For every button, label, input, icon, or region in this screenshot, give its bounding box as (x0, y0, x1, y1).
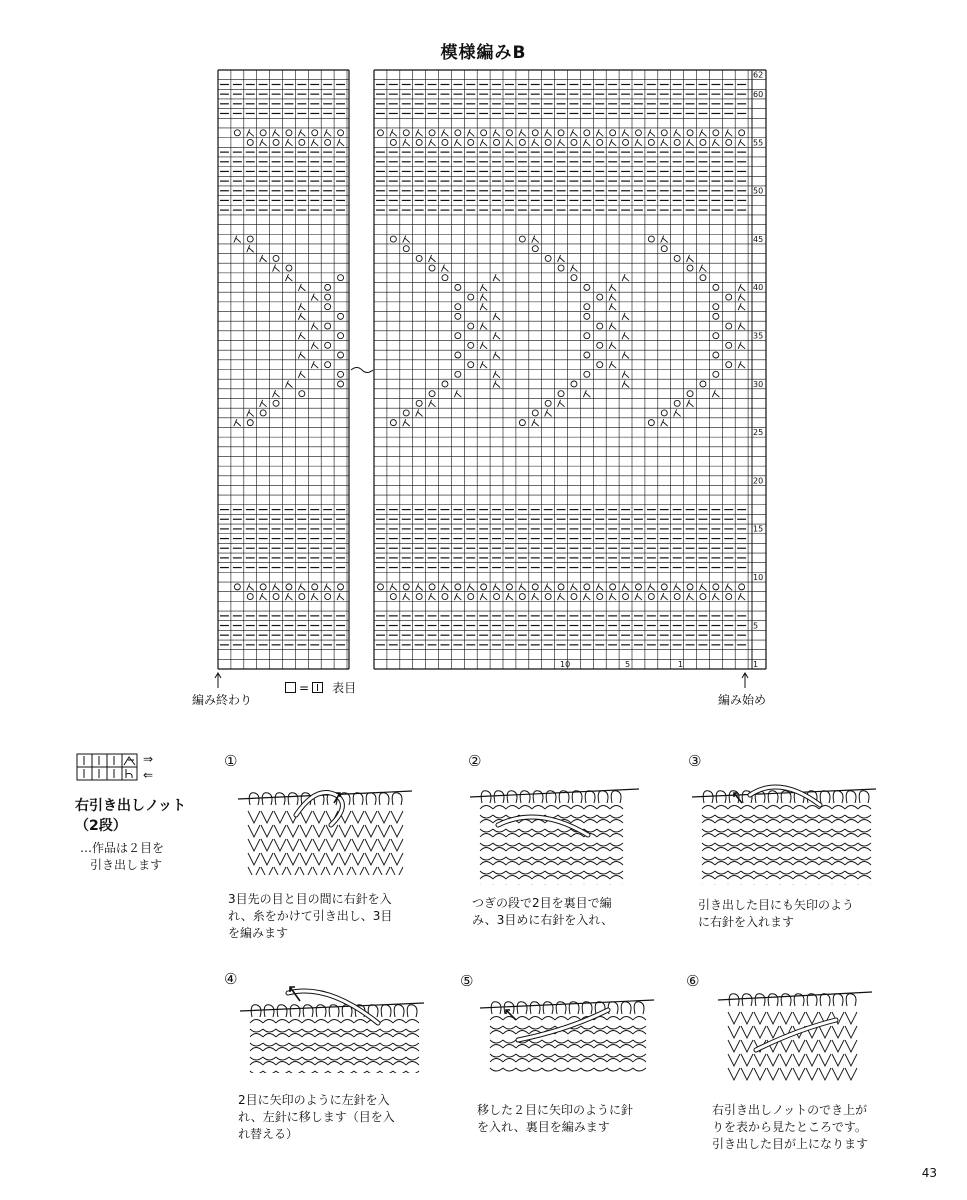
legend (285, 679, 356, 696)
step-4-caption: 2目に矢印のように左針を入 れ、左針に移します（目を入 れ替える） (238, 1093, 395, 1141)
row-number: 30 (753, 379, 764, 389)
blank-cell-icon (285, 682, 296, 693)
gap-tilde (351, 368, 373, 373)
step-3-illustration (690, 775, 880, 885)
column-number: 10 (560, 660, 571, 669)
knot-title: 右引き出しノット （2段） (75, 798, 187, 834)
step-5-illustration (478, 990, 658, 1080)
step-1-illustration (236, 775, 416, 875)
step-3-caption: 引き出した目にも矢印のよう に右針を入れます (698, 898, 855, 929)
step-4-number: ④ (224, 970, 238, 988)
arrow-right-icon: ⇒ (143, 752, 154, 766)
step-2-illustration (468, 775, 643, 885)
row-number: 15 (753, 524, 764, 534)
row-number: 50 (753, 186, 764, 196)
row-number: 5 (753, 621, 759, 631)
row-number: 60 (753, 89, 764, 99)
arrow-left-icon: ⇐ (143, 768, 154, 782)
start-arrow-icon (742, 673, 748, 688)
row-number: 55 (753, 138, 764, 148)
step-5-number: ⑤ (460, 972, 474, 990)
step-1-caption: 3目先の目と目の間に右針を入 れ、糸をかけて引き出し、3目 を編みます (228, 892, 393, 940)
row-number: 62 (753, 70, 764, 80)
knit-stitch-icon (312, 682, 323, 693)
knot-note: …作品は２目を 引き出します (80, 841, 165, 872)
step-2-number: ② (468, 752, 482, 770)
row-number: 45 (753, 234, 764, 244)
step-6-number: ⑥ (686, 972, 700, 990)
end-arrow-icon (215, 673, 221, 688)
step-4-illustration (238, 963, 428, 1073)
step-2-caption: つぎの段で2目を裏目で編 み、3目めに右針を入れ、 (472, 896, 614, 927)
row-number: 25 (753, 428, 764, 438)
row-number: 35 (753, 331, 764, 341)
chart-grid (218, 70, 766, 669)
column-number: 5 (625, 660, 631, 669)
step-1-number: ① (224, 752, 238, 770)
step-6-illustration (716, 990, 876, 1082)
end-label: 編み終わり (192, 693, 253, 707)
legend-text: 表目 (332, 681, 357, 695)
row-number: 40 (753, 283, 764, 293)
row-number: 10 (753, 573, 764, 583)
chart-title: 模様編みB (440, 43, 527, 63)
step-6-caption: 右引き出しノットのでき上が りを表から見たところです。 引き出した目が上になります (712, 1103, 869, 1151)
row-number: 1 (753, 660, 759, 669)
legend-equals: = (299, 680, 310, 695)
step-5-caption: 移した２目に矢印のように針 を入れ、裏目を編みます (477, 1103, 634, 1134)
step-3-number: ③ (688, 752, 702, 770)
column-number: 1 (678, 660, 684, 669)
page-number: 43 (921, 1166, 937, 1180)
row-number: 20 (753, 476, 764, 486)
start-label: 編み始め (718, 693, 767, 707)
